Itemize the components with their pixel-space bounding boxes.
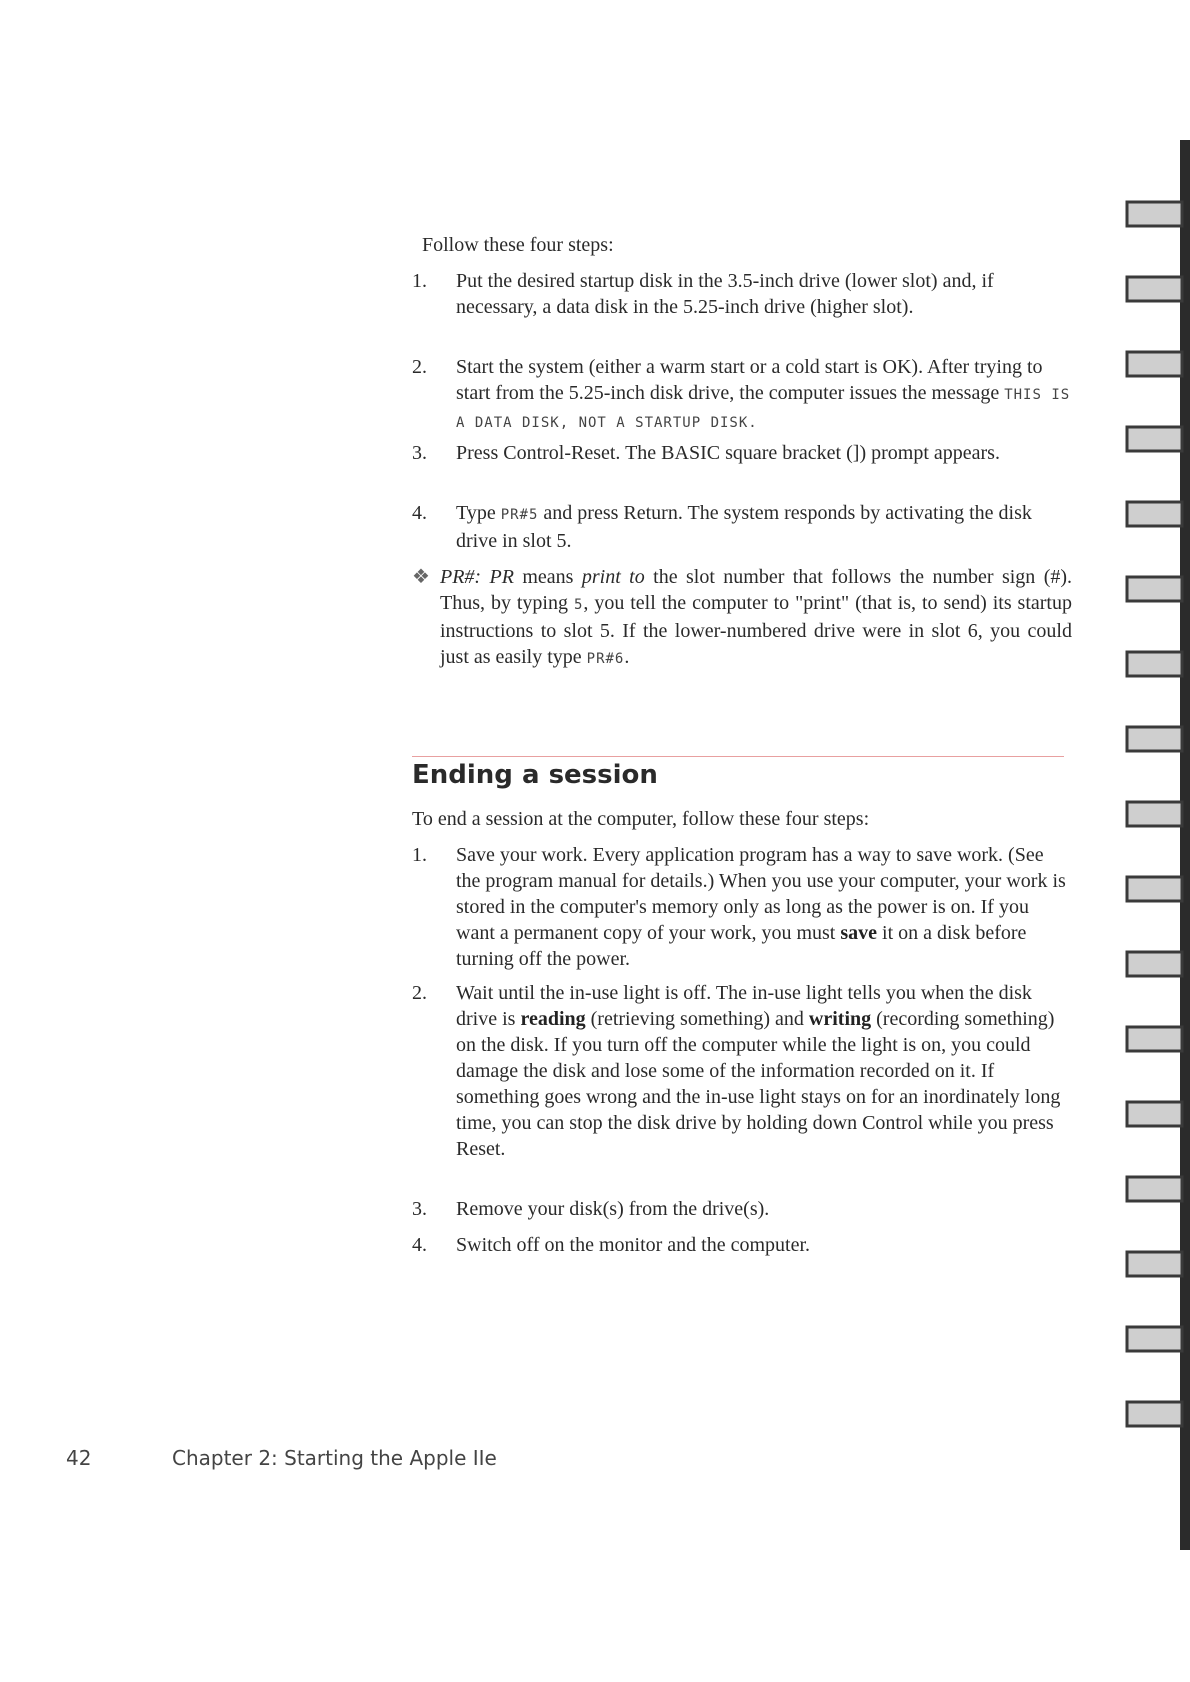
spiral-binding-icon — [1125, 140, 1190, 1550]
step-text-part: Start the system (either a warm start or a cold start is OK). After trying to start from the 5.25-inch disk drive, the computer issues the message — [456, 356, 1043, 404]
step-number: 1. — [412, 270, 427, 292]
step-text-part: Save your work. Every application program has a way to save work. (See the program manual for details.) When you use your computer, your work is stored in the computer's memory only as long as the power is on. If you want a permanent copy of your work, you must — [456, 844, 1066, 944]
step-text — [456, 500, 1072, 554]
section-divider — [412, 756, 1064, 757]
step-text — [456, 354, 1072, 436]
step-number: 3. — [412, 1198, 427, 1220]
step-text-part: and press Return. The system responds by activating the disk drive in slot 5. — [456, 502, 1032, 552]
bold-term: reading — [520, 1008, 586, 1030]
note-text-part: PR — [481, 566, 514, 588]
step-text-part: Type — [456, 502, 501, 524]
code-inline: 5 — [573, 597, 584, 613]
step-text-part: (retrieving something) and — [585, 1008, 809, 1030]
note-text-part: means — [513, 566, 582, 588]
chapter-title: Chapter 2: Starting the Apple IIe — [172, 1446, 497, 1470]
step-text: Switch off on the monitor and the computer. — [456, 1234, 811, 1256]
step-number: 4. — [412, 1234, 427, 1256]
note-text — [440, 564, 1072, 672]
step-text-part: it on a disk before turning off the power. — [456, 922, 1027, 970]
step-text: Press Control-Reset. The BASIC square bracket (]) prompt appears. — [456, 442, 1000, 464]
section-heading: Ending a session — [412, 760, 658, 790]
diamond-bullet-icon: ❖ — [412, 566, 430, 588]
step-number: 2. — [412, 356, 427, 378]
code-message: THIS IS A DATA DISK, NOT A STARTUP DISK. — [456, 387, 1071, 431]
note-emphasis: print to — [581, 566, 645, 588]
step-number: 3. — [412, 442, 427, 464]
note-text-part: the slot number that follows the number sign (#). Thus, by typing — [440, 566, 1073, 614]
step-text: Remove your disk(s) from the drive(s). — [456, 1198, 770, 1220]
note-text-part: . — [624, 646, 630, 668]
page-number: 42 — [66, 1446, 92, 1470]
note-text-part: , you tell the computer to "print" (that is, to send) its startup instructions to slot 5. If the lower-numbered drive were in slot 6, you could just as easily type — [440, 592, 1072, 668]
note-term: PR#: — [440, 566, 482, 588]
step-text-part: (recording something) on the disk. If you turn off the computer while the light is on, you could damage the disk and lose some of the information recorded on it. If something goes wrong and the in-use light stays on for an inordinately long time, you can stop the disk drive by holding down Control while you press Reset. — [456, 1008, 1061, 1160]
section-intro: To end a session at the computer, follow these four steps: — [412, 808, 870, 830]
bold-term: writing — [808, 1008, 872, 1030]
step-text-part: Wait until the in-use light is off. The in-use light tells you when the disk drive is — [456, 982, 1032, 1030]
code-command: PR#5 — [500, 507, 539, 523]
step-number: 1. — [412, 844, 427, 866]
step-number: 2. — [412, 982, 427, 1004]
intro-text: Follow these four steps: — [422, 234, 614, 256]
bold-term: save — [840, 922, 878, 944]
step-text: Put the desired startup disk in the 3.5-inch drive (lower slot) and, if necessary, a data disk in the 5.25-inch drive (higher slot). — [456, 270, 994, 318]
step-text — [456, 980, 1072, 1162]
code-inline: PR#6 — [586, 651, 625, 667]
step-text — [456, 842, 1072, 972]
step-number: 4. — [412, 502, 427, 524]
